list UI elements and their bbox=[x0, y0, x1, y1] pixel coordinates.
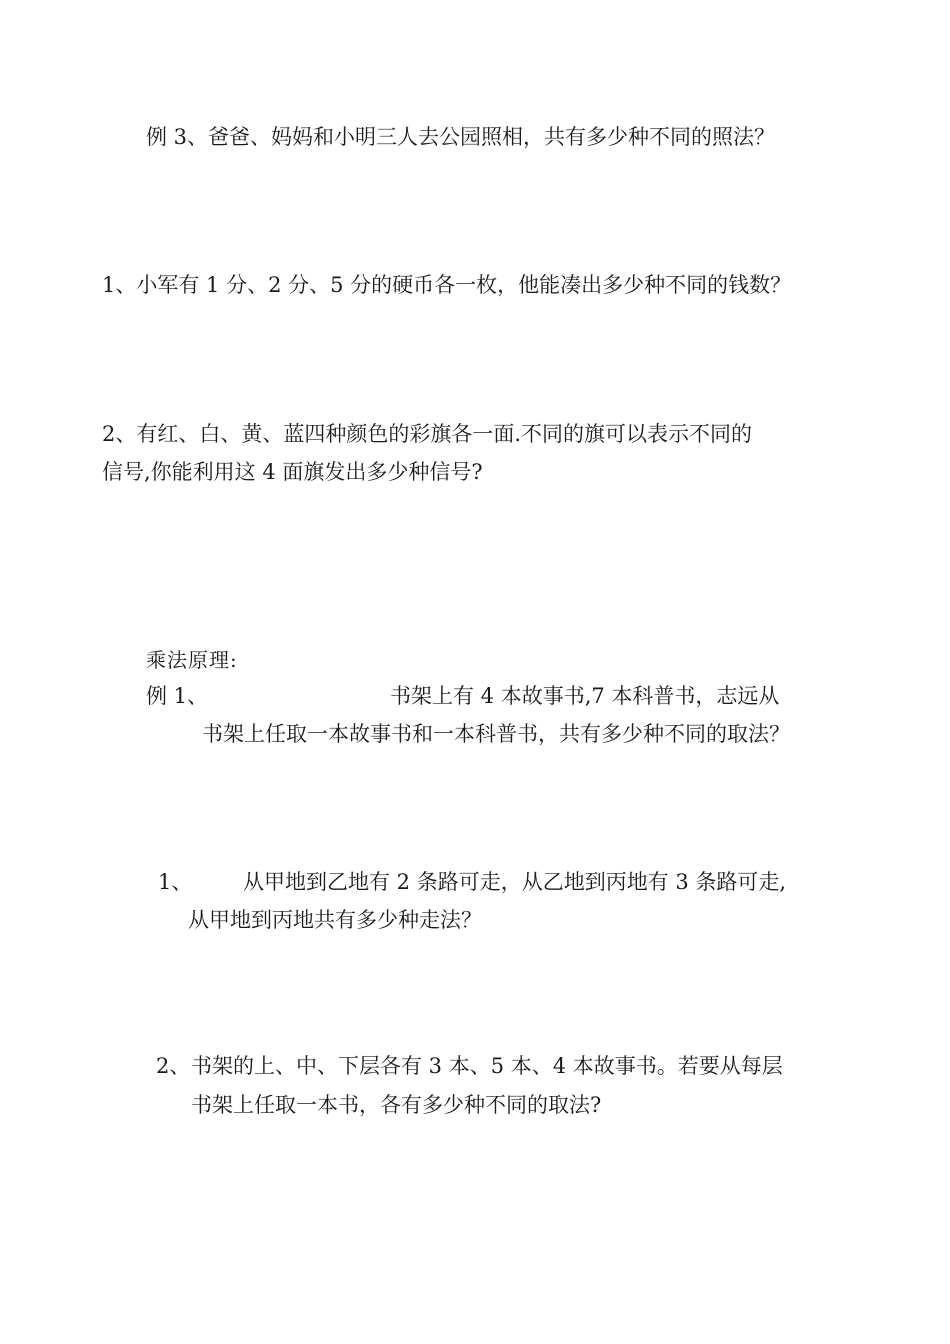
multiplication-exercise-2-line-1: 书架的上、中、下层各有 3 本、5 本、4 本故事书。若要从每层 bbox=[191, 1054, 783, 1078]
multiplication-exercise-1-line-1: 从甲地到乙地有 2 条路可走，从乙地到丙地有 3 条路可走, bbox=[243, 870, 787, 894]
addition-exercise-1: 1、小军有 1 分、2 分、5 分的硬币各一枚，他能凑出多少种不同的钱数？ bbox=[102, 273, 792, 297]
multiplication-exercise-2-line-2: 书架上任取一本书，各有多少种不同的取法? bbox=[191, 1093, 602, 1117]
multiplication-example-1-line-1: 书架上有 4 本故事书,7 本科普书，志远从 bbox=[390, 684, 780, 708]
multiplication-exercise-1-label: 1、 bbox=[158, 870, 193, 894]
multiplication-principle-heading: 乘法原理: bbox=[146, 648, 238, 672]
addition-exercise-2-line-1: 2、有红、白、黄、蓝四种颜色的彩旗各一面.不同的旗可以表示不同的 bbox=[102, 422, 753, 446]
multiplication-example-1-label: 例 1、 bbox=[146, 684, 209, 708]
addition-exercise-2-line-2: 信号,你能利用这 4 面旗发出多少种信号? bbox=[102, 460, 483, 484]
multiplication-exercise-2-label: 2、 bbox=[156, 1054, 191, 1078]
multiplication-exercise-1-line-2: 从甲地到丙地共有多少种走法？ bbox=[188, 908, 482, 932]
multiplication-example-1-line-2: 书架上任取一本故事书和一本科普书，共有多少种不同的取法？ bbox=[202, 722, 790, 746]
example-3-text: 例 3、爸爸、妈妈和小明三人去公园照相，共有多少种不同的照法？ bbox=[146, 125, 776, 149]
